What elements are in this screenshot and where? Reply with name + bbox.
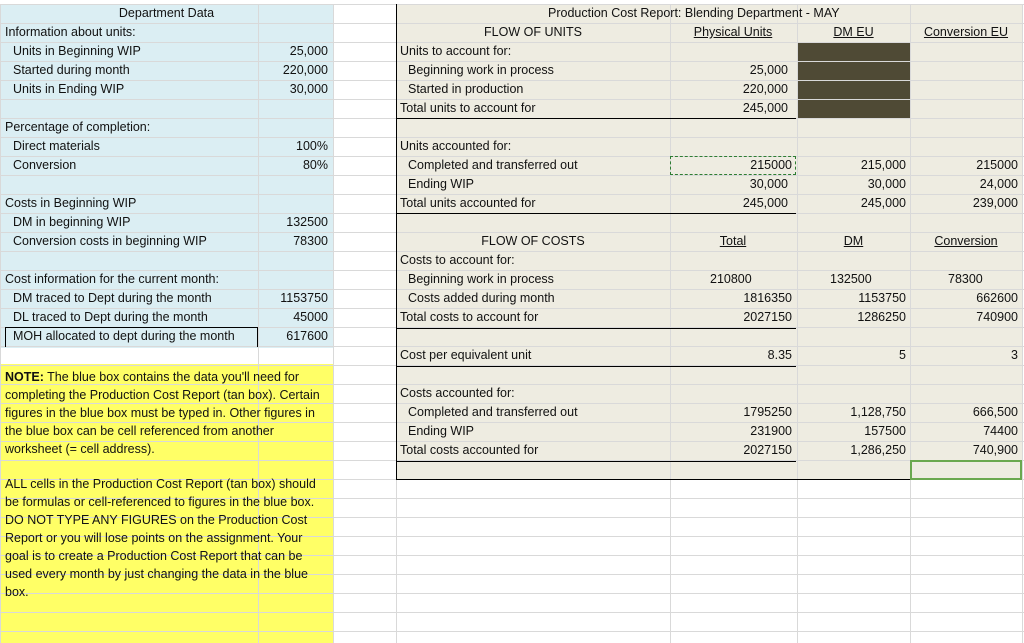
conversion-value[interactable]: 80% xyxy=(302,158,328,172)
units-ending-wip-label: Units in Ending WIP xyxy=(13,82,125,96)
costs-added-total[interactable]: 1816350 xyxy=(743,291,792,305)
col-dm: DM xyxy=(843,234,864,248)
total-costs-accounted-label: Total costs accounted for xyxy=(400,443,539,457)
gridline-row xyxy=(0,42,1024,43)
cost-ending-wip-label: Ending WIP xyxy=(408,424,475,438)
cost-per-eu-conv[interactable]: 3 xyxy=(1011,348,1018,362)
cost-info-header: Cost information for the current month: xyxy=(5,272,219,286)
units-accounted-header: Units accounted for: xyxy=(400,139,512,153)
note-text-1: The blue box contains the data you'll need for completing the Production Cost Report (tan box). Certain figures in the blue box must be typed in. Other figures in the blue box can be cell referenced from another worksheet (= cell address). xyxy=(5,370,320,456)
costs-added-label: Costs added during month xyxy=(408,291,555,305)
total-costs-to-account-conv[interactable]: 740900 xyxy=(976,310,1018,324)
note-paragraph-2: ALL cells in the Production Cost Report (tan box) should be formulas or cell-referenced to figures in the blue box. DO NOT TYPE ANY FIGURES on the Production Cost Report or you will lose points on the assignment. Your goal is to create a Production Cost Report that can be used every month by just changing the data in the blue box. xyxy=(5,477,316,599)
cost-completed-conv[interactable]: 666,500 xyxy=(972,405,1018,419)
col-conversion-eu: Conversion EU xyxy=(923,25,1009,39)
total-units-accounted-label: Total units accounted for xyxy=(400,196,536,210)
units-ending-wip-value[interactable]: 30,000 xyxy=(289,82,328,96)
cost-ending-wip-conv[interactable]: 74400 xyxy=(983,424,1018,438)
costs-accounted-header: Costs accounted for: xyxy=(400,386,515,400)
note-paragraph-1 xyxy=(5,368,329,458)
col-dm-eu: DM EU xyxy=(833,25,874,39)
total-costs-accounted-conv[interactable]: 740,900 xyxy=(972,443,1018,457)
flow-of-units-header: FLOW OF UNITS xyxy=(484,25,582,39)
ending-wip-units-physical[interactable]: 30,000 xyxy=(749,177,788,191)
units-header: Information about units: xyxy=(5,25,136,39)
moh-allocated-label: MOH allocated to dept during the month xyxy=(13,329,235,343)
costs-added-dm[interactable]: 1153750 xyxy=(858,291,906,305)
cost-bwip-conv[interactable]: 78300 xyxy=(948,272,983,286)
total-units-to-account-physical[interactable]: 245,000 xyxy=(742,101,788,115)
completed-units-conv[interactable]: 215000 xyxy=(976,158,1018,172)
active-cell-selection[interactable] xyxy=(910,460,1022,480)
note-label: NOTE: xyxy=(5,370,44,384)
gridline-row xyxy=(0,612,1024,613)
dl-traced-value[interactable]: 45000 xyxy=(293,310,328,324)
total-units-to-account-label: Total units to account for xyxy=(400,101,536,115)
ending-wip-units-label: Ending WIP xyxy=(408,177,475,191)
border-row-units-accounted xyxy=(396,213,796,214)
direct-materials-value[interactable]: 100% xyxy=(296,139,328,153)
cost-per-eu-total[interactable]: 8.35 xyxy=(767,348,792,362)
cost-completed-label: Completed and transferred out xyxy=(408,405,578,419)
costs-beginning-wip-header: Costs in Beginning WIP xyxy=(5,196,137,210)
total-units-accounted-conv[interactable]: 239,000 xyxy=(972,196,1018,210)
costs-to-account-header: Costs to account for: xyxy=(400,253,515,267)
gridline-row xyxy=(0,631,1024,632)
col-physical-units: Physical Units xyxy=(693,25,773,39)
bwip-units-physical[interactable]: 25,000 xyxy=(749,63,788,77)
moh-allocated-value[interactable]: 617600 xyxy=(286,329,328,343)
report-title: Production Cost Report: Blending Department - MAY xyxy=(548,6,840,20)
gridline-col xyxy=(333,4,334,643)
gridline-col xyxy=(0,4,1,643)
cost-bwip-label: Beginning work in process xyxy=(408,272,554,286)
total-costs-to-account-label: Total costs to account for xyxy=(400,310,539,324)
costs-added-conv[interactable]: 662600 xyxy=(976,291,1018,305)
border-row-cost-per-eu xyxy=(396,366,796,367)
conv-beginning-wip-value[interactable]: 78300 xyxy=(293,234,328,248)
total-costs-accounted-total[interactable]: 2027150 xyxy=(743,443,792,457)
total-units-accounted-physical[interactable]: 245,000 xyxy=(742,196,788,210)
cost-completed-total[interactable]: 1795250 xyxy=(743,405,792,419)
cost-per-eu-dm[interactable]: 5 xyxy=(899,348,906,362)
cost-per-eu-label: Cost per equivalent unit xyxy=(400,348,532,362)
conversion-label: Conversion xyxy=(13,158,77,172)
gridline-col xyxy=(1022,4,1023,643)
border-moh-box-left xyxy=(5,327,6,347)
cost-ending-wip-total[interactable]: 231900 xyxy=(750,424,792,438)
col-total: Total xyxy=(719,234,747,248)
pct-completion-header: Percentage of completion: xyxy=(5,120,151,134)
direct-materials-label: Direct materials xyxy=(13,139,100,153)
conv-beginning-wip-label: Conversion costs in beginning WIP xyxy=(13,234,207,248)
flow-of-costs-header: FLOW OF COSTS xyxy=(481,234,585,248)
started-production-label: Started in production xyxy=(408,82,524,96)
total-units-accounted-dm[interactable]: 245,000 xyxy=(860,196,906,210)
dm-traced-label: DM traced to Dept during the month xyxy=(13,291,212,305)
cost-ending-wip-dm[interactable]: 157500 xyxy=(864,424,906,438)
units-beginning-wip-label: Units in Beginning WIP xyxy=(13,44,141,58)
ending-wip-units-dm[interactable]: 30,000 xyxy=(867,177,906,191)
total-costs-to-account-total[interactable]: 2027150 xyxy=(743,310,792,324)
col-conversion: Conversion xyxy=(934,234,998,248)
started-during-month-label: Started during month xyxy=(13,63,130,77)
cost-completed-dm[interactable]: 1,128,750 xyxy=(850,405,906,419)
gridline-row xyxy=(0,137,1024,138)
dm-beginning-wip-value[interactable]: 132500 xyxy=(286,215,328,229)
border-row-units-to-account xyxy=(396,118,796,119)
border-row-costs-accounted xyxy=(396,461,796,462)
border-row-costs-to-account xyxy=(396,328,796,329)
completed-units-dm[interactable]: 215,000 xyxy=(860,158,906,172)
dm-traced-value[interactable]: 1153750 xyxy=(280,291,328,305)
ending-wip-units-conv[interactable]: 24,000 xyxy=(979,177,1018,191)
completed-units-physical[interactable]: 215000 xyxy=(750,158,792,172)
department-data-title: Department Data xyxy=(118,6,215,20)
cost-bwip-dm[interactable]: 132500 xyxy=(830,272,872,286)
completed-units-label: Completed and transferred out xyxy=(408,158,578,172)
units-beginning-wip-value[interactable]: 25,000 xyxy=(289,44,328,58)
total-costs-to-account-dm[interactable]: 1286250 xyxy=(857,310,906,324)
started-during-month-value[interactable]: 220,000 xyxy=(282,63,328,77)
started-production-physical[interactable]: 220,000 xyxy=(742,82,788,96)
units-to-account-header: Units to account for: xyxy=(400,44,512,58)
bwip-units-label: Beginning work in process xyxy=(408,63,554,77)
cost-bwip-total[interactable]: 210800 xyxy=(710,272,752,286)
dm-beginning-wip-label: DM in beginning WIP xyxy=(13,215,131,229)
dl-traced-label: DL traced to Dept during the month xyxy=(13,310,208,324)
total-costs-accounted-dm[interactable]: 1,286,250 xyxy=(850,443,906,457)
